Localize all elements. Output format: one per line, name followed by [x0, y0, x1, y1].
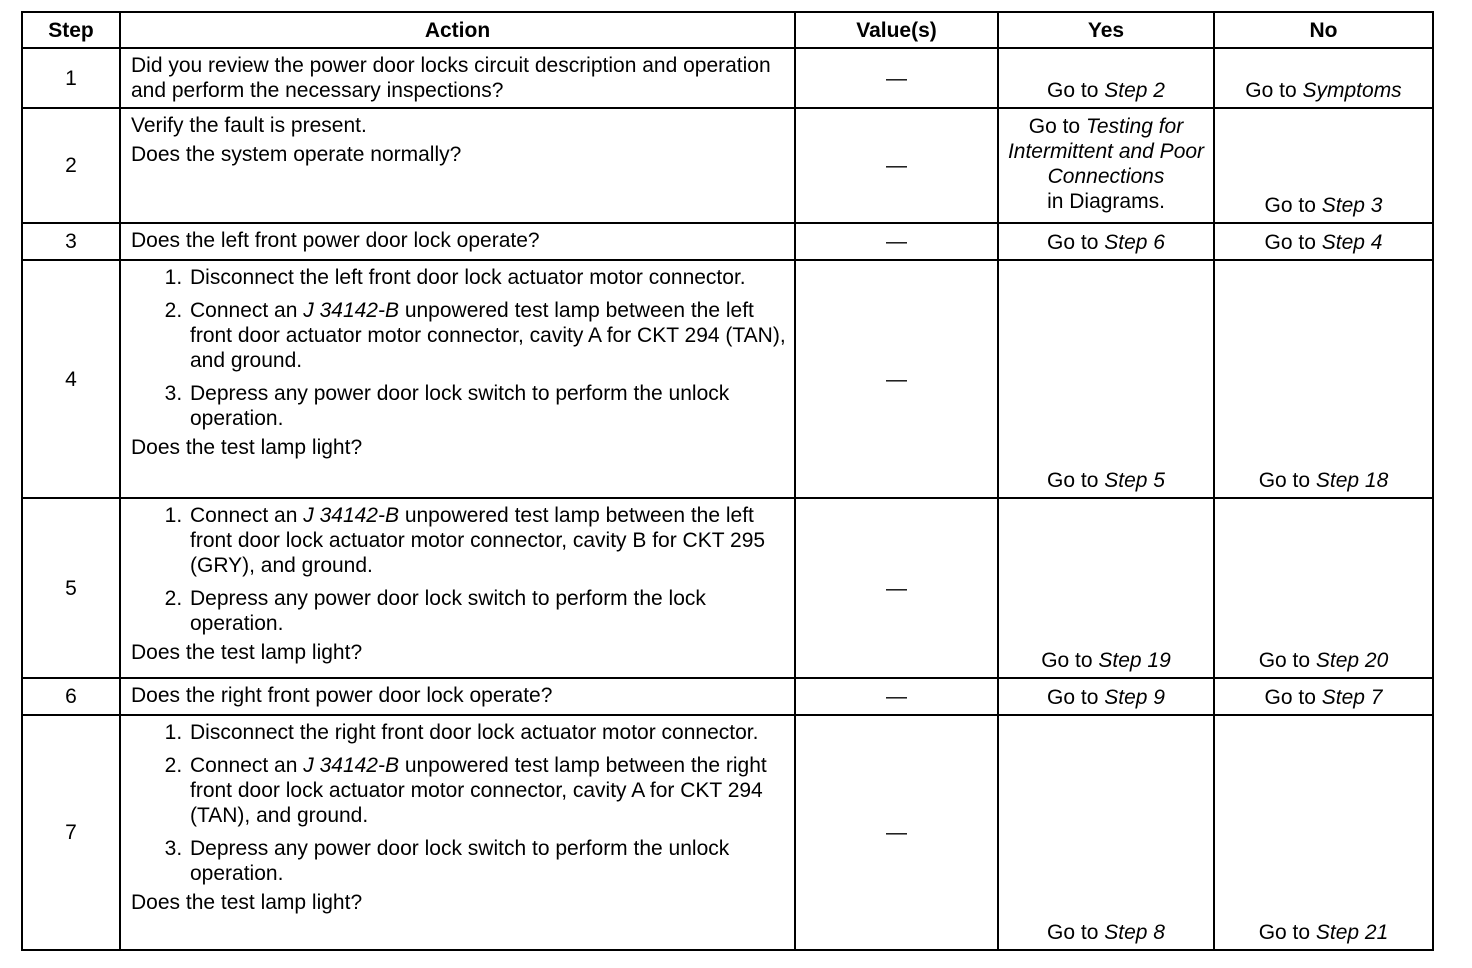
no-cell: [1214, 223, 1433, 260]
no-prefix: Go to: [1258, 921, 1316, 944]
procedure-item: [188, 298, 786, 373]
procedure-text: unpowered test lamp between the left front door lock actuator motor connector, cavity B for CKT 295 (GRY), and ground.: [190, 504, 766, 577]
procedure-text: unpowered test lamp between the right front door lock actuator motor connector, cavity A for CKT 294 (TAN), and ground.: [190, 754, 767, 827]
no-step-ref[interactable]: Step 4: [1321, 231, 1383, 254]
procedure-text: Disconnect the right front door lock actuator motor connector.: [190, 721, 759, 744]
action-question: Does the test lamp light?: [131, 436, 363, 459]
yes-cell: [998, 108, 1214, 223]
header-action: Action: [120, 12, 795, 48]
action-question: Does the test lamp light?: [131, 891, 363, 914]
value-cell: —: [795, 108, 998, 223]
step-number: 6: [22, 678, 120, 715]
action-cell: [120, 498, 795, 678]
action-text: Verify the fault is present.: [131, 114, 367, 137]
no-step-ref[interactable]: Step 21: [1315, 921, 1389, 944]
tool-number: J 34142-B: [303, 754, 399, 777]
action-text: Does the left front power door lock operate?: [131, 229, 540, 252]
value-cell: —: [795, 715, 998, 950]
action-question: Does the test lamp light?: [131, 641, 363, 664]
yes-suffix: in Diagrams.: [1047, 190, 1165, 213]
yes-cell: [998, 223, 1214, 260]
action-text: Does the right front power door lock operate?: [131, 684, 553, 707]
table-row: [22, 498, 1433, 678]
no-prefix: Go to: [1258, 649, 1316, 672]
procedure-text: Connect an: [190, 299, 304, 322]
step-number: 3: [22, 223, 120, 260]
no-prefix: Go to: [1264, 231, 1322, 254]
procedure-text: Disconnect the left front door lock actuator motor connector.: [190, 266, 746, 289]
table-row: [22, 715, 1433, 950]
value-cell: —: [795, 498, 998, 678]
no-step-ref[interactable]: Step 20: [1315, 649, 1389, 672]
diagnostic-table: [21, 11, 1434, 951]
yes-step-ref[interactable]: Step 19: [1098, 649, 1171, 672]
yes-step-ref[interactable]: Step 5: [1104, 469, 1165, 492]
procedure-text: Depress any power door lock switch to perform the unlock operation.: [190, 382, 730, 430]
procedure-text: Connect an: [190, 504, 304, 527]
table-row: [22, 223, 1433, 260]
no-cell: [1214, 498, 1433, 678]
procedure-item: [188, 753, 786, 828]
step-number: 2: [22, 108, 120, 223]
no-cell: [1214, 260, 1433, 498]
step-number: 1: [22, 48, 120, 108]
step-number: 7: [22, 715, 120, 950]
no-step-ref[interactable]: Step 7: [1321, 686, 1383, 709]
yes-cell: [998, 260, 1214, 498]
no-cell: [1214, 108, 1433, 223]
procedure-item: [188, 836, 786, 886]
no-prefix: Go to: [1264, 686, 1322, 709]
yes-step-ref[interactable]: Step 8: [1104, 921, 1165, 944]
yes-prefix: Go to: [1047, 231, 1105, 254]
procedure-item: [188, 720, 786, 745]
procedure-item: [188, 381, 786, 431]
step-number: 4: [22, 260, 120, 498]
header-yes: Yes: [998, 12, 1214, 48]
yes-cell: [998, 678, 1214, 715]
header-no: No: [1214, 12, 1433, 48]
value-cell: —: [795, 48, 998, 108]
procedure-text: Depress any power door lock switch to perform the lock operation.: [190, 587, 706, 635]
no-cell: [1214, 715, 1433, 950]
tool-number: J 34142-B: [303, 299, 399, 322]
step-number: 5: [22, 498, 120, 678]
procedure-item: [188, 586, 786, 636]
yes-prefix: Go to: [1041, 649, 1099, 672]
header-values: Value(s): [795, 12, 998, 48]
value-cell: —: [795, 260, 998, 498]
procedure-item: [188, 265, 786, 290]
header-row: [22, 12, 1433, 48]
procedure-text: unpowered test lamp between the left front door actuator motor connector, cavity A for CKT 294 (TAN), and ground.: [190, 299, 786, 372]
yes-step-ref[interactable]: Testing for Intermittent and Poor Connections: [1007, 115, 1205, 188]
procedure-list: [131, 720, 786, 886]
no-step-ref[interactable]: Step 3: [1321, 194, 1383, 217]
procedure-item: [188, 503, 786, 578]
no-prefix: Go to: [1258, 469, 1316, 492]
table-row: [22, 48, 1433, 108]
action-cell: [120, 715, 795, 950]
action-cell: [120, 678, 795, 715]
yes-prefix: Go to: [1047, 469, 1105, 492]
table-row: [22, 108, 1433, 223]
yes-cell: [998, 715, 1214, 950]
action-text: Did you review the power door locks circuit description and operation and perform the necessary inspections?: [131, 54, 771, 102]
tool-number: J 34142-B: [303, 504, 399, 527]
value-cell: —: [795, 223, 998, 260]
yes-cell: [998, 48, 1214, 108]
no-cell: [1214, 678, 1433, 715]
yes-prefix: Go to: [1047, 686, 1105, 709]
yes-step-ref[interactable]: Step 6: [1104, 231, 1165, 254]
no-step-ref[interactable]: Step 18: [1315, 469, 1389, 492]
action-cell: [120, 223, 795, 260]
yes-step-ref[interactable]: Step 9: [1104, 686, 1165, 709]
table-row: [22, 678, 1433, 715]
value-cell: —: [795, 678, 998, 715]
procedure-text: Connect an: [190, 754, 304, 777]
action-cell: [120, 260, 795, 498]
action-text: Does the system operate normally?: [131, 143, 462, 166]
header-step: Step: [22, 12, 120, 48]
yes-prefix: Go to: [1047, 79, 1105, 102]
procedure-text: Depress any power door lock switch to perform the unlock operation.: [190, 837, 730, 885]
action-cell: [120, 48, 795, 108]
table-row: [22, 260, 1433, 498]
no-cell: [1214, 48, 1433, 108]
no-step-ref[interactable]: Symptoms: [1302, 79, 1402, 102]
no-prefix: Go to: [1245, 79, 1303, 102]
yes-prefix: Go to: [1047, 921, 1105, 944]
yes-step-ref[interactable]: Step 2: [1104, 79, 1165, 102]
action-cell: [120, 108, 795, 223]
procedure-list: [131, 503, 786, 636]
no-prefix: Go to: [1264, 194, 1322, 217]
yes-cell: [998, 498, 1214, 678]
yes-prefix: Go to: [1028, 115, 1086, 138]
procedure-list: [131, 265, 786, 431]
